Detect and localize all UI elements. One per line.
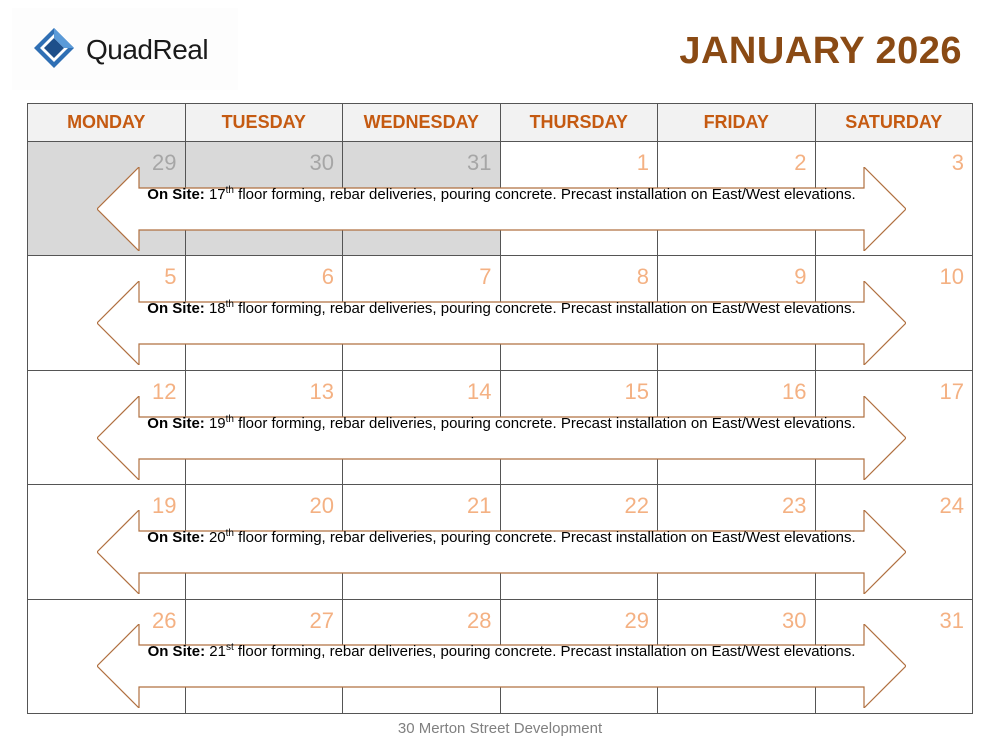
floor-ordinal: th bbox=[225, 299, 234, 311]
double-arrow-icon bbox=[97, 624, 906, 708]
floor-number: 19 bbox=[208, 414, 226, 432]
on-site-label: On Site: bbox=[147, 643, 206, 661]
on-site-text: floor forming, rebar deliveries, pouring concrete. Precast installation on East/West elevations. bbox=[234, 528, 856, 546]
floor-number: 18 bbox=[208, 300, 226, 318]
day-number: 3 bbox=[951, 150, 964, 175]
floor-number: 21 bbox=[209, 643, 226, 661]
day-number: 15 bbox=[624, 378, 649, 404]
day-number: 14 bbox=[467, 378, 492, 404]
month-title: JANUARY 2026 bbox=[679, 30, 962, 72]
schedule-arrow bbox=[97, 281, 906, 365]
on-site-text: floor forming, rebar deliveries, pouring concrete. Precast installation on East/West elevations. bbox=[234, 300, 856, 318]
on-site-text: floor forming, rebar deliveries, pouring concrete. Precast installation on East/West elevations. bbox=[233, 643, 856, 661]
schedule-arrow bbox=[97, 396, 906, 480]
day-number: 30 bbox=[309, 150, 334, 175]
day-number: 29 bbox=[152, 150, 177, 175]
day-number: 12 bbox=[152, 378, 177, 404]
day-number: 21 bbox=[467, 493, 492, 519]
double-arrow-icon bbox=[97, 396, 906, 480]
logo-wordmark: QuadReal bbox=[86, 34, 209, 65]
weekday-wednesday: WEDNESDAY bbox=[343, 104, 501, 142]
day-number: 30 bbox=[782, 607, 807, 633]
double-arrow-icon bbox=[97, 510, 906, 594]
day-number: 23 bbox=[782, 493, 807, 519]
day-number: 16 bbox=[782, 378, 807, 404]
schedule-arrow bbox=[97, 167, 906, 251]
day-number: 27 bbox=[309, 607, 334, 633]
weekday-header-row bbox=[28, 104, 973, 142]
day-number: 1 bbox=[636, 150, 649, 175]
quadreal-logo-icon bbox=[32, 26, 76, 70]
day-number: 9 bbox=[794, 264, 807, 290]
day-number: 8 bbox=[636, 264, 649, 290]
floor-number: 20 bbox=[208, 528, 226, 546]
day-number: 26 bbox=[152, 607, 177, 633]
footer-text: 30 Merton Street Development bbox=[397, 720, 603, 737]
schedule-arrow bbox=[97, 624, 906, 708]
on-site-note bbox=[141, 185, 862, 205]
day-number: 28 bbox=[467, 607, 492, 633]
on-site-note bbox=[141, 528, 862, 548]
on-site-text: floor forming, rebar deliveries, pouring concrete. Precast installation on East/West elevations. bbox=[234, 414, 856, 432]
quadreal-logo bbox=[12, 8, 238, 90]
weekday-thursday: THURSDAY bbox=[500, 104, 658, 142]
day-number: 17 bbox=[939, 378, 964, 404]
weekday-monday: MONDAY bbox=[28, 104, 186, 142]
weekday-tuesday: TUESDAY bbox=[185, 104, 343, 142]
day-number: 29 bbox=[624, 607, 649, 633]
day-number: 2 bbox=[794, 150, 807, 175]
double-arrow-icon bbox=[97, 281, 906, 365]
on-site-label: On Site: bbox=[147, 300, 205, 318]
day-number: 31 bbox=[939, 607, 964, 633]
day-number: 31 bbox=[467, 150, 492, 175]
floor-ordinal: st bbox=[225, 642, 234, 654]
day-number: 20 bbox=[309, 493, 334, 519]
double-arrow-icon bbox=[97, 167, 906, 251]
on-site-label: On Site: bbox=[147, 528, 205, 546]
on-site-label: On Site: bbox=[147, 414, 205, 432]
on-site-label: On Site: bbox=[147, 186, 205, 203]
day-number: 5 bbox=[164, 264, 177, 290]
day-number: 24 bbox=[939, 493, 964, 519]
on-site-text: floor forming, rebar deliveries, pouring concrete. Precast installation on East/West elevations. bbox=[234, 186, 856, 203]
floor-ordinal: th bbox=[225, 413, 234, 425]
day-number: 22 bbox=[624, 493, 649, 519]
on-site-note bbox=[141, 642, 862, 662]
weekday-friday: FRIDAY bbox=[658, 104, 816, 142]
on-site-note bbox=[141, 414, 862, 434]
schedule-arrow bbox=[97, 510, 906, 594]
floor-ordinal: th bbox=[225, 527, 234, 539]
day-number: 7 bbox=[479, 264, 492, 290]
weekday-saturday: SATURDAY bbox=[815, 104, 973, 142]
floor-number: 17 bbox=[208, 186, 226, 203]
day-number: 10 bbox=[939, 264, 964, 290]
floor-ordinal: th bbox=[225, 185, 234, 196]
on-site-note bbox=[141, 299, 862, 319]
day-number: 6 bbox=[321, 264, 334, 290]
day-number: 13 bbox=[309, 378, 334, 404]
day-number: 19 bbox=[152, 493, 177, 519]
